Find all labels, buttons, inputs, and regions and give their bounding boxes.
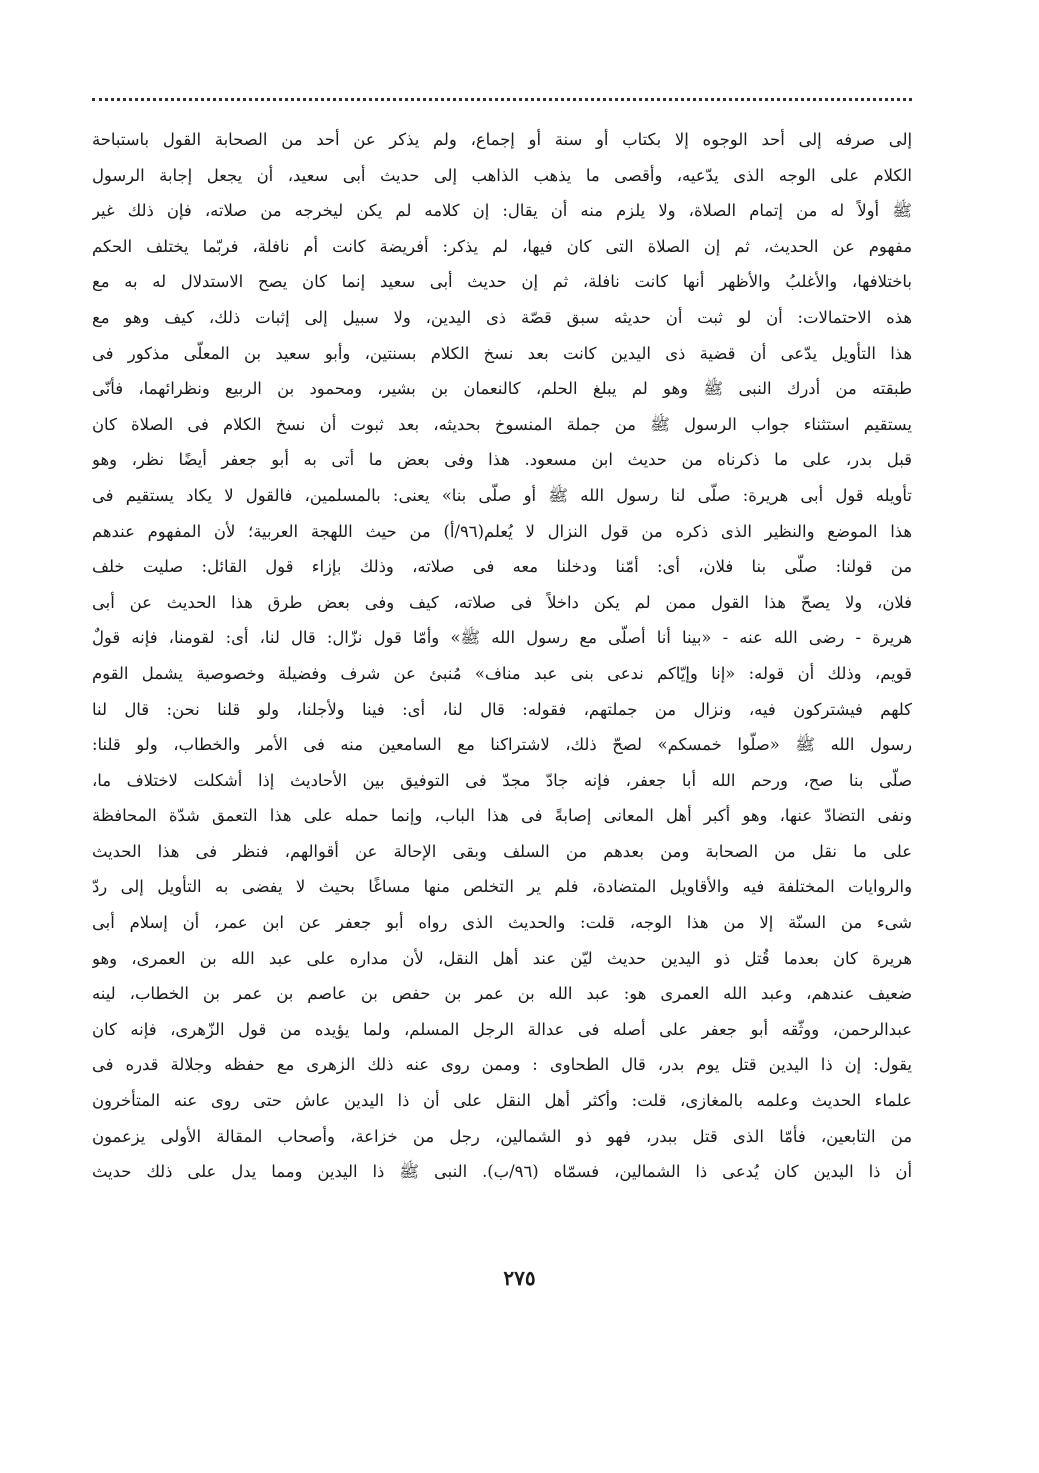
text-line: الكلام على الوجه الذى يدّعيه، وأقصى ما يذهب الذاهب إلى حديث أبى سعيد، أن يجعل إجابة الرسول — [92, 165, 912, 185]
text-line: تأويله قول أبى هريرة: صلّى لنا رسول الله ﷺ أو صلّى بنا» يعنى: بالمسلمين، فالقول لا يكاد يستقيم فى — [92, 485, 912, 505]
header-dotted-rule — [92, 98, 912, 101]
text-line: صلّى بنا صح، ورحم الله أبا جعفر، فإنه جادّ مجدّ فى التوفيق بين الأحاديث إذا أشكلت لاختلاف ما، — [92, 770, 912, 790]
text-line: عبدالرحمن، ووثّقه أبو جعفر على أصله فى عدالة الرجل المسلم، ولما يؤيده من قول الزّهرى، فإنه كان — [92, 1019, 912, 1039]
text-line: من قولنا: صلّى بنا فلان، أى: أمّنا ودخلنا معه فى صلاته، وذلك بإزاء قول القائل: صليت خلف — [92, 557, 912, 577]
text-line: هذا الموضع والنظير الذى ذكره من قول النزال لا يُعلم(٩٦/أ) من حيث اللهجة العربية؛ لأن المفهوم عندهم — [92, 521, 912, 541]
text-line: قبل بدر، على ما ذكرناه من حديث ابن مسعود. هذا وفى بعض ما أتى به أبو جعفر أيضًا نظر، وهو — [92, 450, 912, 470]
text-line: يستقيم استثناء جواب الرسول ﷺ من جملة المنسوخ بحديثه، بعد ثبوت أن نسخ الكلام فى الصلاة كان — [92, 414, 912, 434]
text-line: طبقته من أدرك النبى ﷺ وهو لم يبلغ الحلم، كالنعمان بن بشير، ومحمود بن الربيع ونظرائهما، فأنّى — [92, 379, 912, 399]
text-line: ونفى التضادّ عنها، وهو أكبر أهل المعانى إصابةً فى هذا الباب، وإنما حمله على هذا التعمق شدّة المحافظة — [92, 806, 912, 826]
text-line: والروايات المختلفة فيه والأقاويل المتضادة، فلم ير التخلص منها مساغًا بحيث لا يفضى به التأويل إلى ردّ — [92, 877, 912, 897]
text-line: هريرة - رضى الله عنه - «بينا أنا أصلّى مع رسول الله ﷺ» وأمّا قول نزّال: قال لنا، أى: لقومنا، فإنه قولٌ — [92, 628, 912, 648]
text-line: باختلافها، والأغلبُ والأظهر أنها كانت نافلة، ثم إن حديث أبى سعيد إنما كان يصح الاستدلال له به مع — [92, 272, 912, 292]
text-line: كلهم فيشتركون فيه، ونزال من جملتهم، فقوله: قال لنا، أى: فينا ولأجلنا، ولو قلنا نحن: قال لنا — [92, 699, 912, 719]
text-line: يقول: إن ذا اليدين قتل يوم بدر، قال الطحاوى : وممن روى عنه ذلك الزهرى مع حفظه وجلالة قدره فى — [92, 1055, 912, 1075]
text-line: ﷺ أولاً له من إتمام الصلاة، ولا يلزم منه أن يقال: إن كلامه لم يكن ليخرجه من صلاته، فإن ذلك غير — [92, 201, 912, 221]
text-line: مفهوم عن الحديث، ثم إن الصلاة التى كان فيها، لم يذكر: أفريضة كانت أم نافلة، فربّما يختلف الحكم — [92, 236, 912, 256]
text-line: على ما نقل من الصحابة ومن بعدهم من السلف وبقى الإحالة عن أقوالهم، فنظر فى هذا الحديث — [92, 841, 912, 861]
text-line: من التابعين، فأمّا الذى قتل ببدر، فهو ذو الشمالين، رجل من خزاعة، وأصحاب المقالة الأولى يزعمون — [92, 1126, 912, 1146]
text-line: أن ذا اليدين كان يُدعى ذا الشمالين، فسمّاه (٩٦/ب). النبى ﷺ ذا اليدين ومما يدل على ذلك حديث — [92, 1162, 912, 1182]
text-line: قويم، وذلك أن قوله: «إنا وإيّاكم ندعى بنى عبد مناف» مُنبئ عن شرف وفضيلة وخصوصية يشمل القوم — [92, 663, 912, 683]
text-line: رسول الله ﷺ «صلّوا خمسكم» لصحّ ذلك، لاشتراكنا مع السامعين منه فى الأمر والخطاب، ولو قلنا: — [92, 735, 912, 755]
body-text — [92, 122, 912, 1190]
text-line: هريرة كان بعدما قُتل ذو اليدين حديث ليّن عند أهل النقل، لأن مداره على عبد الله بن العمرى، وهو — [92, 948, 912, 968]
text-line: شىء من السنّة إلا من هذا الوجه، قلت: والحديث الذى رواه أبو جعفر عن ابن عمر، أن إسلام أبى — [92, 913, 912, 933]
text-line: هذا التأويل يدّعى أن قضية ذى اليدين كانت بعد نسخ الكلام بسنتين، وأبو سعيد بن المعلّى مذكور فى — [92, 343, 912, 363]
text-line: هذه الاحتمالات: أن لو ثبت أن حديثه سبق قصّة ذى اليدين، ولا سبيل إلى إثبات ذلك، كيف وهو مع — [92, 307, 912, 327]
text-line: إلى صرفه إلى أحد الوجوه إلا بكتاب أو سنة أو إجماع، ولم يذكر عن أحد من الصحابة القول باستباحة — [92, 130, 912, 149]
text-line: فلان، ولا يصحّ هذا القول ممن لم يكن داخلاً فى صلاته، كيف وفى بعض طرق هذا الحديث عن أبى — [92, 592, 912, 612]
text-line: علماء الحديث وعلمه بالمغازى، قلت: وأكثر أهل النقل على أن ذا اليدين عاش حتى روى عنه المتأخرون — [92, 1091, 912, 1111]
text-line: ضعيف عندهم، وعبد الله العمرى هو: عبد الله بن عمر بن حفص بن عاصم بن عمر بن الخطاب، لينه — [92, 984, 912, 1004]
page-number: ٢٧٥ — [503, 1266, 536, 1290]
